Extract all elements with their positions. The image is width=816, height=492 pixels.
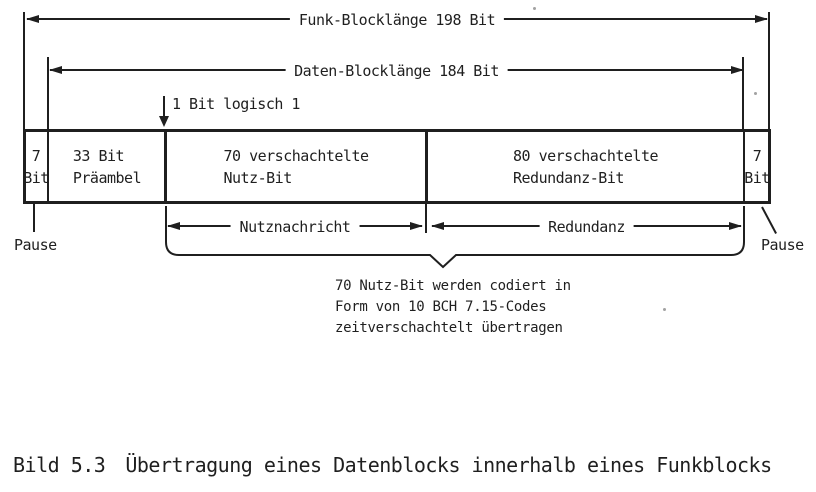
- cell-line: Redundanz-Bit: [512, 168, 624, 187]
- cell-line: 33 Bit: [72, 146, 125, 165]
- coding-note: [335, 276, 571, 339]
- cell-line: 7: [31, 146, 41, 165]
- cell-line: 70 verschachtelte: [223, 146, 369, 165]
- cell-line: Nutz-Bit: [223, 168, 292, 187]
- nutznachricht-label: Nutznachricht: [231, 218, 360, 236]
- extension-line-left-outer: [23, 12, 25, 129]
- scan-noise-dot: [533, 7, 536, 10]
- figure-number: Bild 5.3: [13, 453, 106, 477]
- pause-right-leader-line: [761, 207, 777, 234]
- note-line: Form von 10 BCH 7.15-Codes: [335, 299, 547, 315]
- cell-line: Präambel: [72, 168, 142, 187]
- pause-left-label: Pause: [14, 236, 57, 254]
- cell-line: 7: [752, 146, 762, 165]
- funk-block-length-label: Funk-Blocklänge 198 Bit: [290, 11, 504, 29]
- arrowhead-left-icon: [26, 15, 39, 23]
- bit-marker-line: [163, 96, 165, 117]
- scan-noise-dot: [663, 308, 666, 311]
- arrowhead-right-icon: [755, 15, 768, 23]
- cell-pause-bits-right: [745, 132, 769, 201]
- pause-right-label: Pause: [761, 236, 804, 254]
- cell-line: Bit: [744, 168, 770, 187]
- note-line: 70 Nutz-Bit werden codiert in: [335, 278, 571, 294]
- arrowhead-down-icon: [159, 116, 169, 127]
- arrowhead-left-icon: [49, 66, 62, 74]
- extension-line-daten-left: [47, 57, 49, 129]
- daten-block-length-label: Daten-Blocklänge 184 Bit: [285, 62, 508, 80]
- brace-underline: [160, 202, 750, 272]
- extension-line-daten-right: [742, 57, 744, 129]
- figure-caption: [13, 453, 772, 477]
- note-line: zeitverschachtelt übertragen: [335, 320, 563, 336]
- bit-marker-label: 1 Bit logisch 1: [172, 95, 300, 113]
- scan-noise-dot: [754, 92, 757, 95]
- cell-pause-bits-left: [25, 132, 47, 201]
- pause-left-leader-line: [33, 204, 35, 232]
- cell-line: 80 verschachtelte: [512, 146, 659, 165]
- cell-nutz-bits: [167, 132, 425, 201]
- cell-preamble: [50, 132, 164, 201]
- cell-line: Bit: [23, 168, 49, 187]
- figure-title: Übertragung eines Datenblocks innerhalb eines Funkblocks: [125, 453, 772, 477]
- redundanz-label: Redundanz: [539, 218, 634, 236]
- cell-redundanz-bits: [428, 132, 743, 201]
- extension-line-right-outer: [768, 12, 770, 129]
